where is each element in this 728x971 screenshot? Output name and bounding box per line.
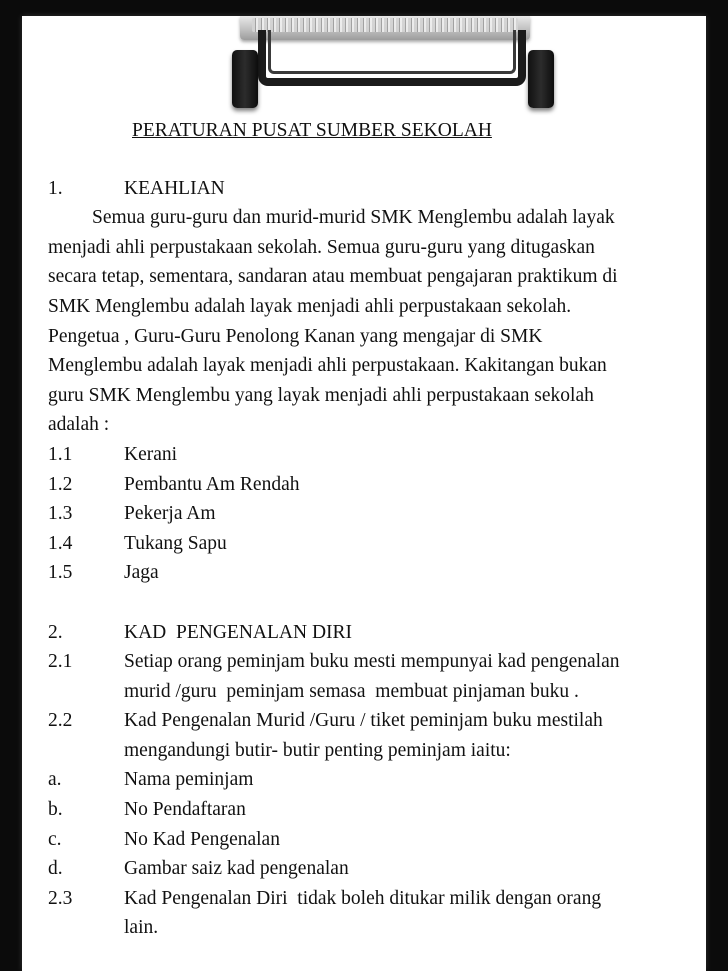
list-item-text: Setiap orang peminjam buku mesti mempunyai kad pengenalan — [124, 651, 620, 673]
list-item-number: 1.1 — [48, 443, 73, 465]
list-item-text: Pembantu Am Rendah — [124, 473, 300, 495]
list-item — [48, 884, 688, 914]
sub-list-item-text: No Kad Pengenalan — [124, 828, 280, 850]
list-item-number: 1.4 — [48, 532, 73, 554]
paragraph-line: Semua guru-guru dan murid-murid SMK Menglembu adalah layak — [92, 207, 615, 229]
sub-list-item-letter: a. — [48, 769, 62, 791]
sub-list-item-letter: c. — [48, 828, 62, 850]
paragraph-line: Menglembu adalah layak menjadi ahli perpustakaan. Kakitangan bukan — [48, 355, 607, 377]
list-item-text: Tukang Sapu — [124, 532, 227, 554]
list-item-number: 1.2 — [48, 473, 73, 495]
list-item-continuation: mengandungi butir- butir penting peminjam iaitu: — [124, 739, 511, 761]
sub-list-item — [48, 765, 688, 795]
sub-list-item-text: Gambar saiz kad pengenalan — [124, 858, 349, 880]
list-item-number: 2.1 — [48, 651, 73, 673]
list-item-text: Kad Pengenalan Diri tidak boleh ditukar milik dengan orang — [124, 887, 602, 909]
paragraph-line: secara tetap, sementara, sandaran atau membuat pengajaran praktikum di — [48, 266, 618, 288]
section-heading — [48, 618, 688, 648]
paragraph-line: guru SMK Menglembu yang layak menjadi ahli perpustakaan sekolah — [48, 384, 594, 406]
spacer — [48, 588, 688, 618]
list-item-number: 2.3 — [48, 887, 73, 909]
clipboard-clip-foot-left — [232, 50, 258, 108]
paragraph-line: SMK Menglembu adalah layak menjadi ahli perpustakaan sekolah. — [48, 295, 572, 317]
paragraph-line: menjadi ahli perpustakaan sekolah. Semua guru-guru yang ditugaskan — [48, 236, 595, 258]
section-paragraph — [48, 203, 688, 440]
clipboard-clip-foot-right — [528, 50, 554, 108]
clipboard-clip-wire-inner — [268, 30, 516, 74]
sub-list-item-text: Nama peminjam — [124, 769, 254, 791]
sub-list-item-letter: b. — [48, 799, 63, 821]
list-item — [48, 529, 688, 559]
list-item-continuation: lain. — [124, 917, 159, 939]
paragraph-line: Pengetua , Guru-Guru Penolong Kanan yang mengajar di SMK — [48, 325, 543, 347]
list-item-text: Kerani — [124, 443, 178, 465]
list-item — [48, 558, 688, 588]
list-item-continuation: murid /guru peminjam semasa membuat pinjaman buku . — [124, 680, 579, 702]
sub-list-item — [48, 854, 688, 884]
sub-list-item — [48, 795, 688, 825]
section-title: KAD PENGENALAN DIRI — [124, 621, 353, 643]
list-item — [48, 499, 688, 529]
paragraph-line: adalah : — [48, 414, 110, 436]
sub-list-item-letter: d. — [48, 858, 63, 880]
list-item — [48, 706, 688, 736]
sub-list-item-text: No Pendaftaran — [124, 799, 246, 821]
sub-list-item — [48, 825, 688, 855]
list-item-text: Kad Pengenalan Murid /Guru / tiket peminjam buku mestilah — [124, 710, 603, 732]
list-item-number: 1.5 — [48, 562, 73, 584]
section-number: 2. — [48, 621, 63, 643]
list-item-text: Jaga — [124, 562, 159, 584]
list-item-number: 1.3 — [48, 503, 73, 525]
list-item-number: 2.2 — [48, 710, 73, 732]
section-title: KEAHLIAN — [124, 177, 225, 199]
list-item-text: Pekerja Am — [124, 503, 216, 525]
document-body — [48, 116, 688, 943]
section-number: 1. — [48, 177, 63, 199]
document-title: PERATURAN PUSAT SUMBER SEKOLAH — [132, 120, 492, 141]
list-item — [48, 440, 688, 470]
list-item — [48, 647, 688, 677]
section-heading — [48, 174, 688, 204]
list-item — [48, 470, 688, 500]
